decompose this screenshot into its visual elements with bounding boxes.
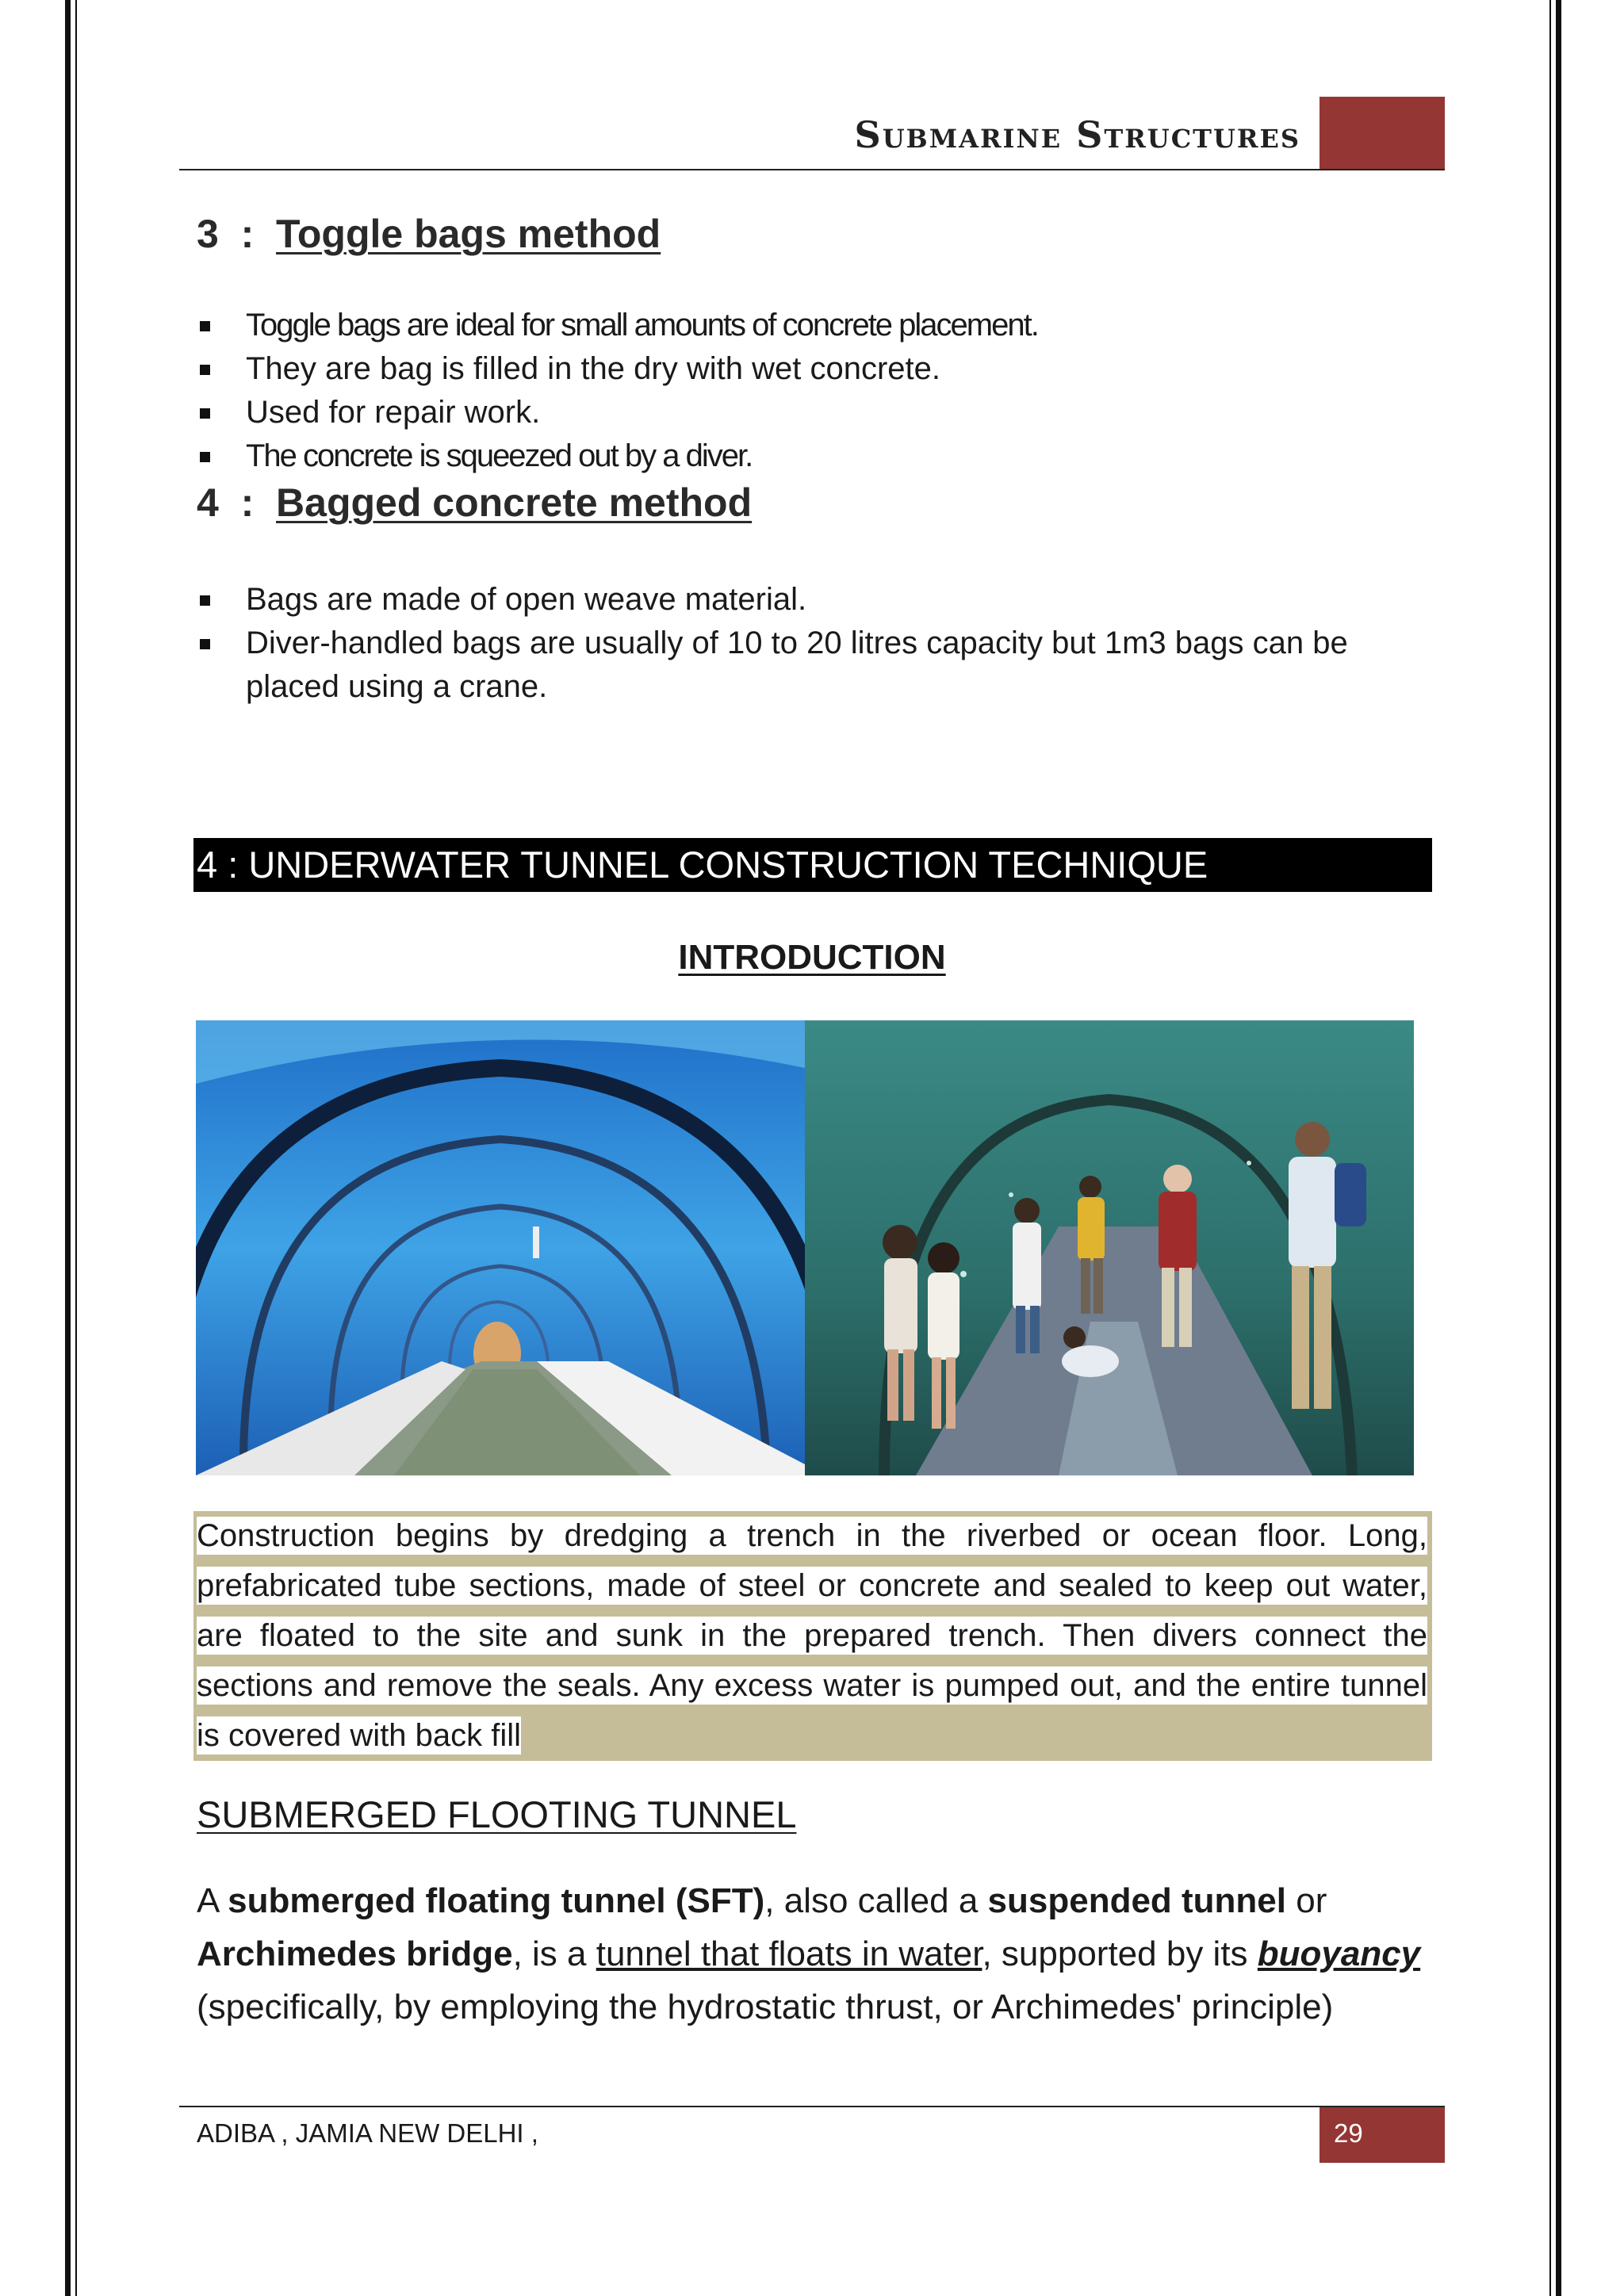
page-number: 29 bbox=[1334, 2118, 1363, 2148]
sft-text: A bbox=[197, 1881, 228, 1920]
sft-term: submerged floating tunnel (SFT) bbox=[228, 1881, 765, 1920]
tunnel-illustration-left bbox=[196, 1020, 805, 1475]
sft-term: suspended tunnel bbox=[987, 1881, 1287, 1920]
footer-author: ADIBA , JAMIA NEW DELHI , bbox=[197, 2118, 538, 2148]
section-3-number: 3 : bbox=[197, 212, 277, 256]
sft-text: , supported by its bbox=[982, 1934, 1258, 1973]
introduction-paragraph-text: Construction begins by dredging a trench in the riverbed or ocean floor. Long, prefabricated tube sections, made of steel or concrete and sealed to keep out water, are floated to the site and sunk in the prepared trench. Then divers connect the sections and remove the seals. Any excess water is pumped out, and the entire tunnel is covered with back fill bbox=[197, 1518, 1427, 1753]
list-item: Bags are made of open weave material. bbox=[198, 578, 1388, 622]
section-4-title: Bagged concrete method bbox=[276, 480, 753, 525]
running-header-title: Submarine Structures bbox=[854, 113, 1300, 156]
page-border-left-inner bbox=[75, 0, 77, 2296]
section-3-bullet-list bbox=[198, 304, 1404, 478]
page-border-right bbox=[1556, 0, 1561, 2296]
chapter-banner-text: 4 : UNDERWATER TUNNEL CONSTRUCTION TECHNIQUE bbox=[197, 844, 1208, 886]
page-border-right-inner bbox=[1549, 0, 1551, 2296]
section-4-heading bbox=[197, 480, 752, 526]
section-4-number: 4 : bbox=[197, 480, 277, 525]
list-item: They are bag is filled in the dry with wet concrete. bbox=[198, 347, 1404, 391]
page-border-left bbox=[65, 0, 71, 2296]
list-item: Diver-handled bags are usually of 10 to 20 litres capacity but 1m3 bags can be placed using a crane. bbox=[198, 622, 1388, 709]
introduction-heading bbox=[0, 938, 1624, 978]
sft-text: , also called a bbox=[764, 1881, 988, 1920]
list-item: The concrete is squeezed out by a diver. bbox=[198, 434, 1404, 478]
section-3-title: Toggle bags method bbox=[276, 212, 661, 256]
aquarium-tunnel-photo-left bbox=[196, 1020, 805, 1475]
sft-heading: SUBMERGED FLOOTING TUNNEL bbox=[197, 1793, 797, 1835]
sft-text: or bbox=[1286, 1881, 1327, 1920]
list-item: Used for repair work. bbox=[198, 391, 1404, 434]
header-rule bbox=[179, 169, 1445, 170]
aquarium-tunnel-photo-right bbox=[805, 1020, 1414, 1475]
sft-link[interactable]: tunnel that floats in water bbox=[596, 1934, 982, 1973]
section-4-bullet-list bbox=[198, 578, 1388, 709]
header-accent-block bbox=[1320, 97, 1445, 170]
sft-link-buoyancy[interactable]: buoyancy bbox=[1257, 1934, 1421, 1973]
sft-paragraph bbox=[197, 1874, 1434, 2034]
tunnel-illustration-right bbox=[805, 1020, 1414, 1475]
introduction-paragraph bbox=[197, 1511, 1427, 1761]
sft-text: (specifically, by employing the hydrostatic thrust, or Archimedes' principle) bbox=[197, 1988, 1334, 2026]
footer-rule bbox=[179, 2106, 1445, 2107]
introduction-title: INTRODUCTION bbox=[678, 938, 946, 977]
sft-text: , is a bbox=[512, 1934, 596, 1973]
chapter-banner bbox=[193, 838, 1432, 892]
section-3-heading bbox=[197, 211, 661, 257]
sft-term: Archimedes bridge bbox=[197, 1934, 513, 1973]
list-item: Toggle bags are ideal for small amounts of concrete placement. bbox=[198, 304, 1404, 347]
